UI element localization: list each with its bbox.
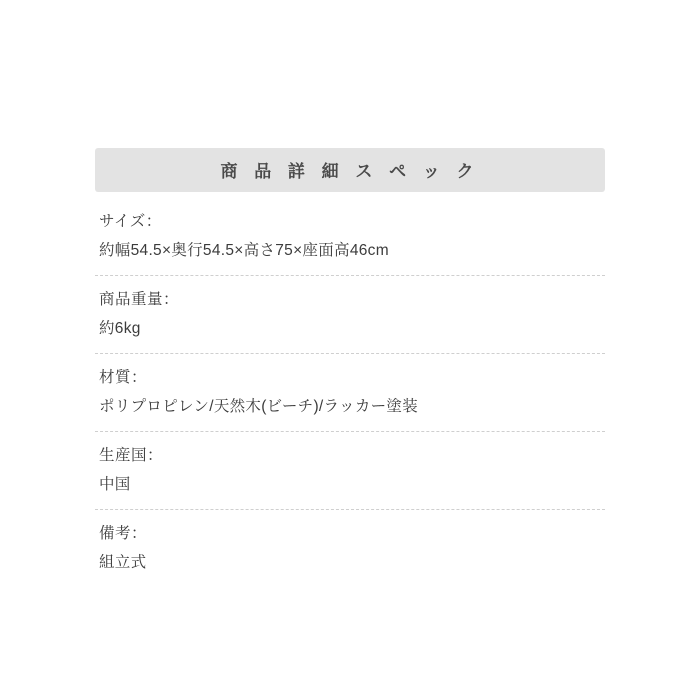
spec-label: サイズ：: [99, 213, 162, 230]
spec-value: 約6kg: [99, 320, 141, 338]
spec-row-material: [95, 354, 605, 432]
spec-value: 中国: [99, 476, 131, 494]
spec-label: 備考：: [99, 525, 148, 543]
spec-value: 約幅54.5×奥行54.5×高さ75×座面高46cm: [99, 242, 389, 260]
spec-row-size: [95, 198, 605, 276]
spec-value: ポリプロピレン/天然木(ビーチ)/ラッカー塗装: [99, 398, 419, 416]
spec-value: 組立式: [99, 554, 147, 572]
spec-row-notes: [95, 510, 605, 587]
spec-row-country: [95, 432, 605, 510]
spec-table: [95, 148, 605, 587]
spec-table-rows: [95, 198, 605, 587]
spec-label: 生産国：: [99, 447, 164, 465]
spec-label: 商品重量：: [99, 291, 180, 309]
spec-label: 材質：: [99, 369, 148, 387]
spec-table-title: 商 品 詳 細 ス ペ ッ ク: [95, 148, 605, 192]
spec-row-weight: [95, 276, 605, 354]
